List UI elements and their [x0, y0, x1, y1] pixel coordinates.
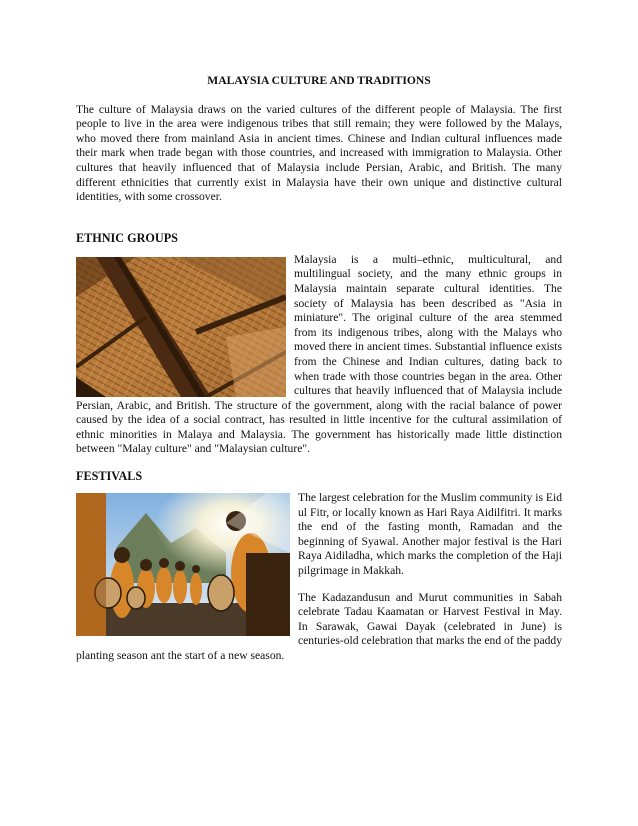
- festivals-heading: FESTIVALS: [76, 469, 143, 484]
- festival-drummers-image: [76, 493, 290, 636]
- drummers-festival-photo-icon: [76, 493, 290, 636]
- document-title: MALAYSIA CULTURE AND TRADITIONS: [207, 74, 431, 87]
- festivals-paragraph-1: The largest celebration for the Muslim community is Eid ul Fitr, or locally known as Hari Raya Aidilfitri. It marks the end of the fasting month, Ramadan and the beginning of Syawal. Another major festival is the Hari Raya Aidiladha, which marks the completion of the Haji pilgrimage in Makkah.: [298, 491, 562, 578]
- ethnic-groups-heading: ETHNIC GROUPS: [76, 230, 178, 245]
- festivals-paragraph-2: The Kadazandusun and Murut communities in Sabah celebrate Tadau Kaamatan or Harvest Festival in May. In Sarawak, Gawai Dayak (celebrated in June) is centuries-old celebration that marks the end of the paddy planting season ant the start of a new season.: [76, 590, 562, 662]
- ethnic-groups-paragraph: Malaysia is a multi–ethnic, multicultural, and multilingual society, and the many ethnic groups in Malaysia maintain separate cultural identities. The society of Malaysia has been described as "Asia in miniature". The original culture of the area stemmed from its indigenous tribes, along with the Malays who moved there in ancient times. Substantial influence exists from the Chinese and Indian cultures, dating back to when trade with those countries began in the area. Other cultures that heavily influenced that of Malaysia include Persian, Arabic, and British. The structure of the government, along with the racial balance of power caused by the idea of a social contract, has resulted in little incentive for the cultural assimilation of ethnic minorities in Malaya and Malaysia. The government has historically made little distinction between "Malay culture" and "Malaysian culture".: [76, 252, 562, 456]
- traditional-roof-photo-icon: [76, 257, 286, 397]
- document-body: [76, 74, 562, 664]
- intro-paragraph: The culture of Malaysia draws on the varied cultures of the different people of Malaysia. The first people to live in the area were indigenous tribes that still remain; they were followed by the Malays, who moved there from mainland Asia in ancient times. Chinese and Indian cultural influences made their mark when trade began with those countries, and increased with immigration to Malaysia. Other cultures that heavily influenced that of Malaysia include Persian, Arabic, and British. The many different ethnicities that currently exist in Malaysia have their own unique and distinctive cultural identities, with some crossover.: [76, 102, 562, 204]
- traditional-roof-image: [76, 257, 286, 397]
